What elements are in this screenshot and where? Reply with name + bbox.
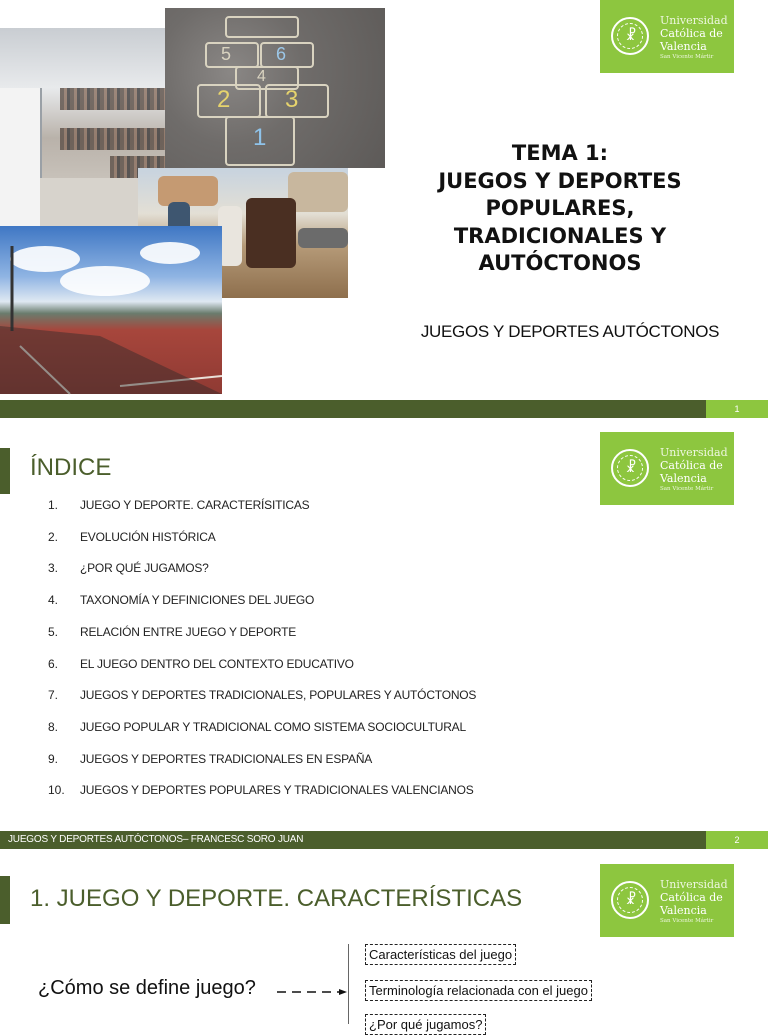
ucv-logo [600,864,734,937]
slide-2 [0,418,768,850]
item-text: JUEGOS Y DEPORTES TRADICIONALES, POPULARES Y AUTÓCTONOS [80,688,477,703]
crowd [298,228,348,248]
concept-box: Terminología relacionada con el juego [365,980,592,1001]
hopscotch-cell [225,16,299,38]
title-line: TEMA 1: [511,141,609,165]
hopscotch-number: 2 [217,86,231,113]
hopscotch-cell [197,84,261,118]
bracket-line [348,944,349,1024]
hopscotch-number: 5 [221,44,232,64]
item-text: JUEGOS Y DEPORTES TRADICIONALES EN ESPAÑA [80,751,373,766]
item-number: 8. [48,719,59,734]
item-number: 3. [48,561,59,576]
title-line: TRADICIONALES Y [453,223,667,248]
outdoor-court-photo [0,226,222,394]
item-text: ¿POR QUÉ JUGAMOS? [80,561,209,576]
hopscotch-cell [265,84,329,118]
ucv-logo [600,0,734,73]
title-line: POPULARES, [485,196,635,220]
horse [246,198,296,268]
hopscotch-cell [260,42,314,68]
item-number: 4. [48,593,59,608]
item-number: 1. [48,498,59,512]
hopscotch-photo [165,8,385,168]
logo-text: Valencia [660,472,707,485]
hopscotch-number: 3 [285,86,299,113]
logo-text: Católica de [660,27,723,40]
building [158,176,218,206]
item-number: 2. [48,529,59,544]
footer-bar [0,400,768,418]
seal-icon: ☧ [611,881,649,919]
ucv-logo [600,432,734,505]
logo-text: Universidad [660,878,728,891]
question-text: ¿Cómo se define juego? [38,977,256,999]
footer-text: JUEGOS Y DEPORTES AUTÓCTONOS– FRANCESC SORO JUAN [8,834,304,845]
hopscotch-number: 1 [253,124,267,151]
title-line: AUTÓCTONOS [478,251,642,275]
crowd-stands [60,128,170,150]
logo-text: San Vicente Mártir [660,486,714,492]
item-text: EVOLUCIÓN HISTÓRICA [80,529,216,544]
building [288,172,348,212]
hopscotch-cell [205,42,259,68]
slide-title [410,140,710,278]
seal-icon: ☧ [611,449,649,487]
logo-text: San Vicente Mártir [660,54,714,60]
heading-accent [0,876,10,924]
item-number: 5. [48,624,59,639]
logo-text: Valencia [660,904,707,917]
court-lines [0,226,222,394]
slide-3 [0,850,768,1032]
page-number: 1 [706,400,768,418]
item-number: 10. [48,783,65,798]
logo-text: Valencia [660,40,707,53]
page-number: 2 [706,831,768,849]
concept-box: ¿Por qué jugamos? [365,1014,486,1035]
item-number: 7. [48,688,59,703]
heading-accent [0,448,10,494]
hopscotch-cell [225,116,295,166]
hopscotch-number: 4 [257,68,266,85]
logo-text: Universidad [660,14,728,27]
dashed-arrow-icon [277,987,347,997]
item-text: EL JUEGO DENTRO DEL CONTEXTO EDUCATIVO [80,656,354,671]
item-number: 9. [48,751,59,766]
slide-1 [0,0,768,418]
slide-heading: 1. JUEGO Y DEPORTE. CARACTERÍSTICAS [30,885,523,912]
footer-bar [0,831,768,849]
concept-box: Características del juego [365,944,516,965]
item-text: TAXONOMÍA Y DEFINICIONES DEL JUEGO [80,593,315,608]
item-text: JUEGOS Y DEPORTES POPULARES Y TRADICIONALES VALENCIANOS [80,783,474,798]
slide-heading: ÍNDICE [30,454,112,481]
slide-subtitle: JUEGOS Y DEPORTES AUTÓCTONOS [420,322,720,341]
logo-text: San Vicente Mártir [660,918,714,924]
seal-icon: ☧ [611,17,649,55]
item-text: JUEGO POPULAR Y TRADICIONAL COMO SISTEMA SOCIOCULTURAL [80,719,466,734]
crowd-stands [60,88,170,110]
logo-text: Universidad [660,446,728,459]
item-text: RELACIÓN ENTRE JUEGO Y DEPORTE [80,624,297,639]
hopscotch-number: 6 [276,44,287,64]
logo-text: Católica de [660,891,723,904]
item-text: JUEGO Y DEPORTE. CARACTERÍSITICAS [80,498,310,512]
item-number: 6. [48,656,59,671]
logo-text: Católica de [660,459,723,472]
title-line: JUEGOS Y DEPORTES [438,168,682,193]
